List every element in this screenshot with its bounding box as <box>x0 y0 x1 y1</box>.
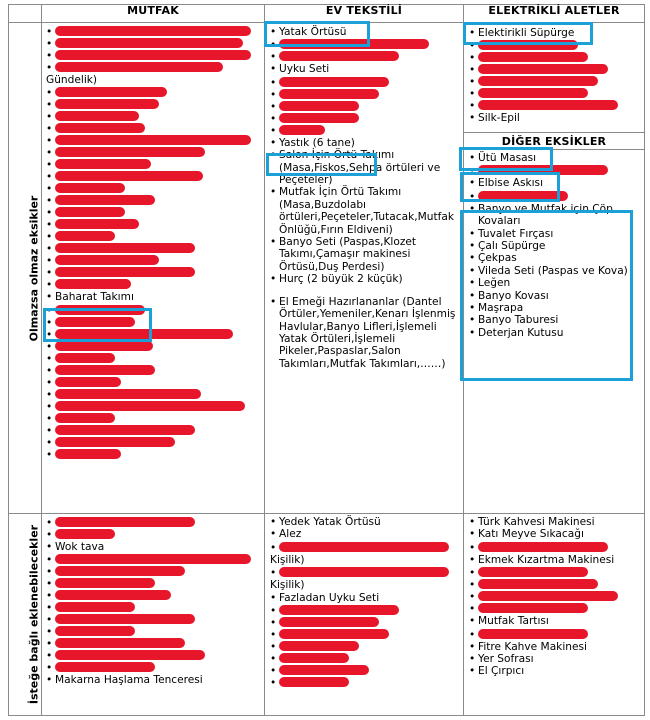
elektrik-item-supurge: Elektirikli Süpürge <box>478 27 575 39</box>
mutfak-bottom-list <box>46 516 260 687</box>
ev-item-uyku-seti: Uyku Seti <box>279 63 330 76</box>
diger-item-legen: Leğen <box>478 277 511 290</box>
list-item <box>46 638 260 648</box>
grid-left <box>8 4 9 716</box>
list-item <box>46 291 260 303</box>
list-item <box>270 653 458 663</box>
grid-col1 <box>41 4 42 716</box>
diger-item-utu-masasi: Ütü Masası <box>478 152 537 164</box>
ev-item-alez: Alez <box>279 528 302 541</box>
list-item <box>469 603 641 613</box>
mutfak-item-makarna: Makarna Haşlama Tenceresi <box>55 674 203 687</box>
list-item <box>46 674 260 686</box>
list-item <box>270 592 458 604</box>
list-item <box>469 591 641 601</box>
list-item <box>46 87 260 97</box>
list-item <box>46 389 260 399</box>
ev-item-yatak-ortusu: Yatak Örtüsü <box>279 26 347 38</box>
ev-item-banyo-seti: Banyo Seti (Paspas,Klozet Takımı,Çamaşır makinesi Örtüsü,Duş Perdesi) <box>279 236 417 273</box>
ev-bottom-list <box>270 516 458 689</box>
mutfak-top-list <box>46 25 260 461</box>
list-item <box>469 64 641 74</box>
list-item <box>469 615 641 627</box>
list-item <box>46 626 260 636</box>
list-item <box>469 665 641 677</box>
elektrik-bottom-list <box>469 516 641 678</box>
list-item <box>270 579 458 591</box>
elektrik-item-kati-meyve: Katı Meyve Sıkacağı <box>478 528 584 541</box>
list-item <box>46 74 260 86</box>
list-item <box>46 159 260 169</box>
list-item <box>469 554 641 566</box>
list-item <box>469 88 641 98</box>
grid-right <box>644 4 645 716</box>
diger-item-tuvalet: Tuvalet Fırçası <box>478 227 554 240</box>
list-item <box>46 62 260 72</box>
list-item <box>270 629 458 639</box>
diger-item-elbise-askisi: Elbise Askısı <box>478 177 544 190</box>
diger-item-banyo-kovasi: Banyo Kovası <box>478 289 549 302</box>
list-item <box>46 437 260 447</box>
ev-item-fazladan-uyku: Fazladan Uyku Seti <box>279 591 380 604</box>
elektrik-item-yer-sofrasi: Yer Sofrası <box>478 653 534 666</box>
list-item <box>270 554 458 566</box>
grid-row-split <box>8 513 645 514</box>
ev-item-el-emegi: El Emeği Hazırlananlar (Dantel Örtüler,Yemeniler,Kenarı İşlenmiş Havlular,Banyo Lifleri,İşlemeli Yatak Örtüleri,İşlemeli Pikeler,Paspaslar,Salon Takımları,Mutfak Takımları,……) <box>279 295 456 370</box>
list-item <box>270 273 458 285</box>
list-item <box>46 38 260 48</box>
list-item <box>469 112 641 124</box>
column-header-diger-eksikler: DİĞER EKSİKLER <box>501 135 607 148</box>
elektrik-item-ekmek: Ekmek Kızartma Makinesi <box>478 553 615 566</box>
list-item <box>46 554 260 564</box>
list-item <box>46 183 260 193</box>
list-item <box>46 123 260 133</box>
list-item <box>469 641 641 653</box>
mutfak-item-gundelik: Gündelik) <box>46 74 98 86</box>
mutfak-item-baharat: Baharat Takımı <box>55 291 134 304</box>
list-item <box>46 171 260 181</box>
list-item <box>46 267 260 277</box>
list-item <box>270 641 458 651</box>
grid-bottom <box>8 715 645 716</box>
elektrik-item-mutfak-tartisi: Mutfak Tartısı <box>478 615 549 628</box>
list-item <box>270 89 458 99</box>
list-item <box>46 135 260 145</box>
elektrik-item-el-cirpici: El Çırpıcı <box>478 665 525 678</box>
list-item <box>270 137 458 149</box>
list-item <box>46 449 260 459</box>
ev-item-mutfak-ortu: Mutfak İçin Örtü Takımı (Masa,Buzdolabı örtüleri,Peçeteler,Tutacak,Mutfak Önlüğü,Fırın Eldiveni) <box>279 186 454 236</box>
list-item <box>270 77 458 87</box>
column-header-ev-tekstili: EV TEKSTİLİ <box>325 4 403 17</box>
elektrik-item-silk-epil: Silk-Epil <box>478 112 520 125</box>
list-item <box>270 528 458 540</box>
list-item <box>46 195 260 205</box>
list-item <box>46 425 260 435</box>
highlight-box-baharat <box>43 308 152 342</box>
list-item <box>270 617 458 627</box>
list-item <box>46 341 260 351</box>
list-item <box>46 662 260 672</box>
highlight-box-yatak-ortusu <box>264 21 370 47</box>
ev-top-list <box>270 26 458 370</box>
list-item <box>46 541 260 553</box>
list-item <box>469 516 641 528</box>
list-item <box>46 111 260 121</box>
list-item <box>46 529 260 539</box>
list-item <box>46 99 260 109</box>
list-item <box>270 186 458 236</box>
diger-item-tabure: Banyo Taburesi <box>478 314 559 327</box>
list-item <box>46 353 260 363</box>
list-item <box>469 52 641 62</box>
list-item <box>270 677 458 687</box>
list-item <box>469 76 641 86</box>
diger-item-banyo-cop: Banyo ve Mutfak için Çöp Kovaları <box>478 202 613 228</box>
list-item <box>46 650 260 660</box>
list-item <box>46 255 260 265</box>
list-item <box>270 516 458 528</box>
list-item <box>46 365 260 375</box>
list-item <box>469 567 641 577</box>
highlight-box-utu-masasi <box>459 147 553 171</box>
list-item <box>46 578 260 588</box>
list-item <box>270 296 458 370</box>
column-header-mutfak: MUTFAK <box>127 4 179 17</box>
ev-item-kisilik-2: Kişilik) <box>270 579 305 592</box>
list-item <box>46 231 260 241</box>
diger-item-vileda: Vileda Seti (Paspas ve Kova) <box>478 264 628 277</box>
list-item <box>46 413 260 423</box>
list-item <box>46 590 260 600</box>
list-item <box>469 629 641 639</box>
ev-item-yedek-yatak: Yedek Yatak Örtüsü <box>279 516 381 528</box>
list-item <box>469 528 641 540</box>
list-item <box>270 605 458 615</box>
list-item <box>270 113 458 123</box>
highlight-box-supurge <box>463 22 593 45</box>
list-item <box>270 567 458 577</box>
row-label-istege-bagli: İsteğe bağlı eklenebilecekler <box>27 524 41 705</box>
row-label-olmazsa-olmaz: Olmazsa olmaz eksikler <box>27 195 41 342</box>
ev-item-hurc: Hurç (2 büyük 2 küçük) <box>279 273 403 286</box>
list-item <box>46 219 260 229</box>
elektrik-item-filtre: Fitre Kahve Makinesi <box>478 640 587 653</box>
list-item <box>469 100 641 110</box>
list-item <box>270 236 458 273</box>
elektrik-item-turk-kahvesi: Türk Kahvesi Makinesi <box>478 516 595 528</box>
list-item <box>270 101 458 111</box>
list-item <box>46 279 260 289</box>
list-item <box>46 207 260 217</box>
list-item <box>46 566 260 576</box>
list-item <box>46 243 260 253</box>
list-item <box>46 614 260 624</box>
ev-item-kisilik-1: Kişilik) <box>270 553 305 566</box>
list-item <box>469 579 641 589</box>
list-spacer <box>270 286 458 296</box>
diger-item-deterjan: Deterjan Kutusu <box>478 326 564 339</box>
ev-item-yastik: Yastık (6 tane) <box>279 136 355 149</box>
list-item <box>469 653 641 665</box>
list-item <box>46 377 260 387</box>
list-item <box>46 26 260 36</box>
grid-diger-top <box>463 132 645 133</box>
list-item <box>270 665 458 675</box>
highlight-box-elbise-askisi <box>460 172 560 202</box>
list-item <box>270 51 458 61</box>
list-item <box>270 63 458 75</box>
list-item <box>270 542 458 552</box>
ev-item-salon-ortu: Salon İçin Örtü Takımı (Masa,Fiskos,Sehpa örtüleri ve Peçeteler) <box>279 149 441 187</box>
mutfak-item-wok: Wok tava <box>55 541 105 553</box>
highlight-box-diger-list <box>460 210 633 381</box>
diger-item-cali: Çalı Süpürge <box>478 240 546 253</box>
list-item <box>469 542 641 552</box>
highlight-box-yastik <box>266 153 377 176</box>
list-item <box>270 125 458 135</box>
grid-col2 <box>264 4 265 716</box>
list-item <box>46 401 260 411</box>
list-item <box>46 602 260 612</box>
diger-item-cekpas: Çekpas <box>478 252 517 265</box>
column-header-elektrikli-aletler: ELEKTRİKLİ ALETLER <box>488 4 620 17</box>
diger-item-masrapa: Maşrapa <box>478 302 524 315</box>
list-item <box>46 517 260 527</box>
list-item <box>46 147 260 157</box>
list-item <box>46 50 260 60</box>
